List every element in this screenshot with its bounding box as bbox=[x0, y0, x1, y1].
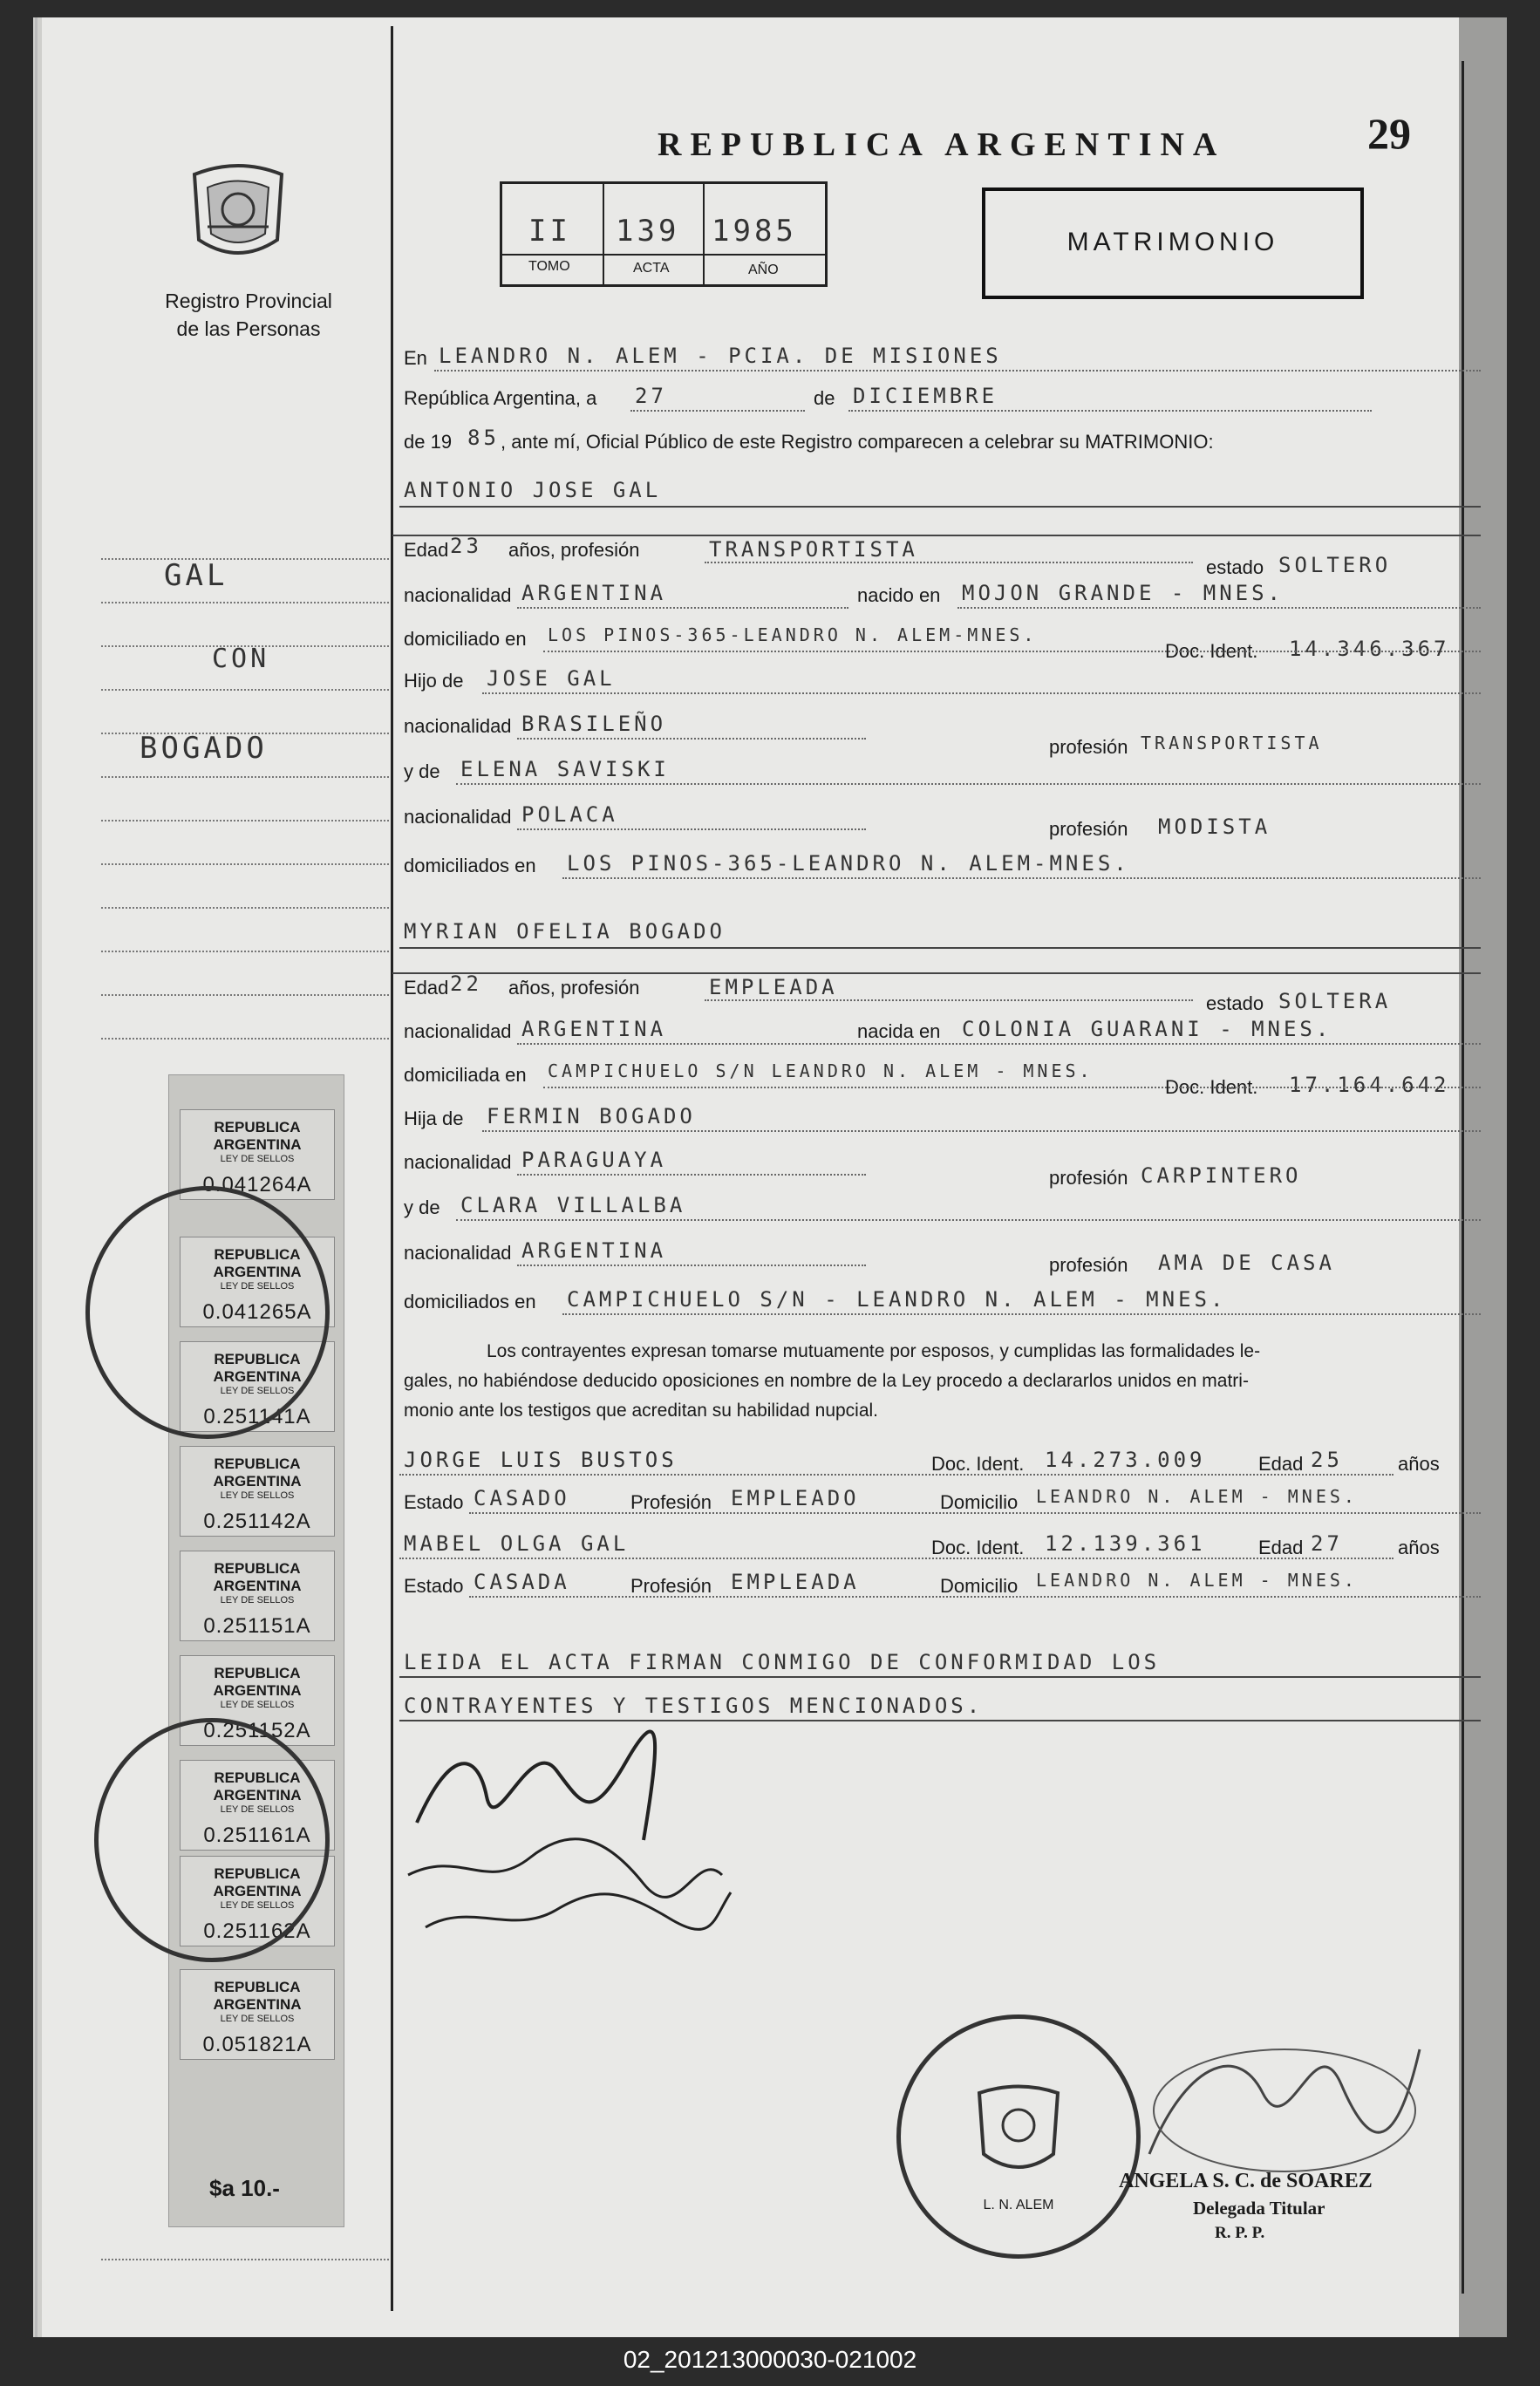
paragraph-line-3: monio ante los testigos que acreditan su habilidad nupcial. bbox=[404, 1401, 879, 1421]
groom-profesion: TRANSPORTISTA bbox=[709, 537, 918, 562]
witness-domicilio: LEANDRO N. ALEM - MNES. bbox=[1036, 1486, 1358, 1507]
groom-parents-dom: LOS PINOS-365-LEANDRO N. ALEM-MNES. bbox=[567, 851, 1130, 876]
acta-label: ACTA bbox=[633, 261, 670, 276]
margin-dotted-line bbox=[101, 558, 389, 560]
tax-stamp-header: REPUBLICA ARGENTINA bbox=[213, 1560, 302, 1594]
anos-profesion-label: años, profesión bbox=[508, 539, 640, 561]
paragraph-line-2: gales, no habiéndose deducido oposiciones en nombre de la Ley procedo a declararlos unidos en matri- bbox=[404, 1371, 1249, 1391]
witness-doc-label: Doc. Ident. bbox=[931, 1453, 1025, 1475]
ano-value: 1985 bbox=[712, 214, 797, 249]
witness-edad: 25 bbox=[1311, 1448, 1343, 1472]
groom-father-nac: BRASILEÑO bbox=[521, 712, 667, 736]
witness-name: MABEL OLGA GAL bbox=[404, 1531, 630, 1556]
margin-dotted-line bbox=[101, 820, 389, 821]
witness-estado: CASADA bbox=[474, 1570, 570, 1594]
witness-anos-label: años bbox=[1398, 1537, 1440, 1558]
tax-stamp-header: REPUBLICA ARGENTINA bbox=[213, 1246, 302, 1280]
bride-estado: SOLTERA bbox=[1278, 989, 1392, 1013]
province-emblem-icon bbox=[181, 157, 295, 270]
seal-city: L. N. ALEM bbox=[983, 2198, 1054, 2212]
paragraph-line-1: Los contrayentes expresan tomarse mutuamente por esposos, y cumplidas las formalidades le- bbox=[487, 1341, 1261, 1361]
stamp-total: $a 10.- bbox=[209, 2175, 280, 2201]
tax-stamp-header: REPUBLICA ARGENTINA bbox=[213, 1455, 302, 1490]
act-type-box bbox=[982, 187, 1364, 299]
month: DICIEMBRE bbox=[853, 384, 998, 408]
official-signature bbox=[1132, 2014, 1437, 2189]
tax-stamp-header: REPUBLICA ARGENTINA bbox=[213, 1979, 302, 2013]
margin-dotted-line bbox=[101, 951, 389, 952]
tax-stamp-header: REPUBLICA ARGENTINA bbox=[213, 1865, 302, 1899]
tax-stamp-sub: LEY DE SELLOS bbox=[220, 1804, 295, 1815]
margin-dotted-line bbox=[101, 2259, 389, 2260]
fill-line bbox=[517, 607, 848, 609]
dom-label: domiciliado en bbox=[404, 628, 527, 650]
tax-stamp-number: 0.051821A bbox=[202, 2033, 312, 2056]
tax-stamp-number: 0.251152A bbox=[203, 1719, 311, 1742]
official-name: ANGELA S. C. de SOAREZ bbox=[1119, 2170, 1373, 2192]
fill-line bbox=[399, 1676, 1481, 1678]
nacida-label: nacida en bbox=[857, 1020, 941, 1042]
bride-dom-label: domiciliada en bbox=[404, 1064, 527, 1086]
witness-doc-label: Doc. Ident. bbox=[931, 1537, 1025, 1558]
margin-note-3: BOGADO bbox=[140, 731, 268, 766]
fill-line bbox=[705, 999, 1193, 1001]
witness-name: JORGE LUIS BUSTOS bbox=[404, 1448, 678, 1472]
margin-dotted-line bbox=[101, 863, 389, 865]
fill-line bbox=[399, 1474, 1393, 1476]
nac-label: nacionalidad bbox=[404, 584, 512, 606]
fill-line bbox=[434, 370, 1481, 372]
bride-edad: 22 bbox=[450, 971, 482, 996]
bride-nac-label: nacionalidad bbox=[404, 1020, 512, 1042]
bride-mother-nac: ARGENTINA bbox=[521, 1238, 667, 1263]
witness-dom-label: Domicilio bbox=[940, 1491, 1019, 1513]
seal-emblem-icon bbox=[971, 2080, 1066, 2185]
fill-line bbox=[456, 1219, 1481, 1221]
tomo-acta-box bbox=[500, 181, 828, 287]
fill-line bbox=[957, 607, 1481, 609]
tax-stamp-header: REPUBLICA ARGENTINA bbox=[213, 1119, 302, 1153]
witness-doc: 12.139.361 bbox=[1045, 1531, 1206, 1556]
groom-edad: 23 bbox=[450, 534, 482, 558]
fill-line bbox=[848, 410, 1372, 412]
tomo-value: II bbox=[528, 214, 571, 249]
fill-line bbox=[705, 562, 1193, 563]
fill-line bbox=[469, 1596, 1481, 1598]
fill-line bbox=[517, 1265, 866, 1266]
tax-stamp bbox=[180, 1446, 335, 1537]
tax-stamp-number: 0.041265A bbox=[202, 1300, 312, 1324]
doc-label: Doc. Ident. bbox=[1165, 640, 1258, 662]
tax-stamp-number: 0.251151A bbox=[203, 1614, 311, 1638]
signature-scribbles bbox=[382, 1718, 748, 1980]
witness-edad: 27 bbox=[1311, 1531, 1343, 1556]
bride-yde-label: y de bbox=[404, 1196, 440, 1218]
fill-line bbox=[399, 947, 1481, 949]
tomo-label: TOMO bbox=[528, 259, 570, 274]
fill-line bbox=[399, 506, 1481, 508]
fill-line bbox=[517, 1174, 866, 1176]
mother-nac-label: nacionalidad bbox=[404, 806, 512, 828]
groom-father: JOSE GAL bbox=[487, 666, 616, 691]
bride-mother-prof-label: profesión bbox=[1049, 1254, 1128, 1276]
fill-line bbox=[469, 1512, 1481, 1514]
bride-doc: 17.164.642 bbox=[1289, 1073, 1450, 1097]
bride-parents-dom: CAMPICHUELO S/N - LEANDRO N. ALEM - MNES. bbox=[567, 1287, 1227, 1312]
witness-prof-label: Profesión bbox=[630, 1575, 712, 1597]
fill-line bbox=[456, 783, 1481, 785]
tax-stamp bbox=[180, 1969, 335, 2060]
bride-doc-label: Doc. Ident. bbox=[1165, 1076, 1258, 1098]
witness-estado: CASADO bbox=[474, 1486, 570, 1510]
registry-line1: Registro Provincial bbox=[165, 290, 332, 312]
bride-nacida-en: COLONIA GUARANI - MNES. bbox=[962, 1017, 1332, 1041]
witness-anos-label: años bbox=[1398, 1453, 1440, 1475]
fill-line bbox=[392, 535, 1481, 536]
witness-estado-label: Estado bbox=[404, 1575, 464, 1597]
place: LEANDRO N. ALEM - PCIA. DE MISIONES bbox=[439, 344, 1002, 368]
bride-mother-prof: AMA DE CASA bbox=[1158, 1251, 1335, 1275]
groom-father-prof: TRANSPORTISTA bbox=[1141, 733, 1323, 753]
nacido-label: nacido en bbox=[857, 584, 941, 606]
page-number: 29 bbox=[1367, 109, 1411, 158]
year-suffix: 85 bbox=[467, 426, 500, 450]
tax-stamp-number: 0.251141A bbox=[203, 1405, 311, 1428]
witness-edad-label: Edad bbox=[1258, 1537, 1304, 1558]
acta-value: 139 bbox=[616, 214, 680, 249]
country-title: REPUBLICA ARGENTINA bbox=[658, 126, 1226, 163]
closing-line-1: LEIDA EL ACTA FIRMAN CONMIGO DE CONFORMIDAD LOS bbox=[404, 1650, 1161, 1674]
margin-dotted-line bbox=[101, 776, 389, 778]
fill-line bbox=[517, 1043, 1481, 1045]
tax-stamp-number: 0.251142A bbox=[203, 1510, 311, 1533]
fill-line bbox=[543, 1087, 1481, 1088]
bride-profesion: EMPLEADA bbox=[709, 975, 838, 999]
tax-stamp-sub: LEY DE SELLOS bbox=[220, 1386, 295, 1396]
bride-domicilio: CAMPICHUELO S/N LEANDRO N. ALEM - MNES. bbox=[548, 1060, 1094, 1081]
year-label: de 19 bbox=[404, 431, 453, 453]
groom-mother: ELENA SAVISKI bbox=[460, 757, 670, 781]
tax-stamp-sub: LEY DE SELLOS bbox=[220, 1595, 295, 1605]
bride-father: FERMIN BOGADO bbox=[487, 1104, 696, 1128]
republica-label: República Argentina, a bbox=[404, 387, 597, 409]
fill-line bbox=[630, 410, 805, 412]
day: 27 bbox=[635, 384, 667, 408]
margin-dotted-line bbox=[101, 907, 389, 909]
left-border bbox=[35, 17, 37, 2337]
margin-dotted-line bbox=[101, 689, 389, 691]
edad-label: Edad bbox=[404, 539, 449, 561]
registry-line2: de las Personas bbox=[176, 317, 321, 340]
witness-prof-label: Profesión bbox=[630, 1491, 712, 1513]
bride-anos-profesion-label: años, profesión bbox=[508, 977, 640, 999]
fill-line bbox=[517, 738, 866, 740]
father-prof-label: profesión bbox=[1049, 736, 1128, 758]
father-nac-label: nacionalidad bbox=[404, 715, 512, 737]
tax-stamp-number: 0.251162A bbox=[203, 1919, 311, 1943]
hijo-label: Hijo de bbox=[404, 670, 464, 692]
doms-label: domiciliados en bbox=[404, 855, 536, 876]
closing-line-2: CONTRAYENTES Y TESTIGOS MENCIONADOS. bbox=[404, 1694, 984, 1718]
fill-line bbox=[517, 828, 866, 830]
margin-dotted-line bbox=[101, 1038, 389, 1040]
fill-line bbox=[392, 972, 1481, 974]
witness-prof: EMPLEADO bbox=[731, 1486, 860, 1510]
groom-mother-nac: POLACA bbox=[521, 802, 618, 827]
bride-mother-nac-label: nacionalidad bbox=[404, 1242, 512, 1264]
fill-line bbox=[562, 1313, 1481, 1315]
bride-name: MYRIAN OFELIA BOGADO bbox=[404, 919, 726, 944]
image-caption: 02_201213000030-021002 bbox=[623, 2346, 917, 2373]
tax-stamp-number: 0.041264A bbox=[202, 1173, 312, 1196]
witness-dom-label: Domicilio bbox=[940, 1575, 1019, 1597]
official-abbr: R. P. P. bbox=[1215, 2224, 1265, 2242]
groom-nacido-en: MOJON GRANDE - MNES. bbox=[962, 581, 1284, 605]
bride-father-prof-label: profesión bbox=[1049, 1167, 1128, 1189]
seal-circle-1 bbox=[85, 1186, 330, 1439]
tax-stamp-header: REPUBLICA ARGENTINA bbox=[213, 1769, 302, 1803]
fill-line bbox=[399, 1558, 1393, 1559]
margin-dotted-line bbox=[101, 602, 389, 603]
margin-note-2: CON bbox=[212, 644, 270, 674]
witness-doc: 14.273.009 bbox=[1045, 1448, 1206, 1472]
fill-line bbox=[543, 651, 1481, 652]
witness-domicilio: LEANDRO N. ALEM - MNES. bbox=[1036, 1570, 1358, 1591]
page-edge bbox=[1459, 17, 1507, 2337]
witness-estado-label: Estado bbox=[404, 1491, 464, 1513]
hija-label: Hija de bbox=[404, 1108, 464, 1129]
act-type: MATRIMONIO bbox=[1066, 228, 1279, 256]
bride-father-prof: CARPINTERO bbox=[1141, 1163, 1302, 1188]
groom-mother-prof: MODISTA bbox=[1158, 815, 1271, 839]
tax-stamp-sub: LEY DE SELLOS bbox=[220, 1281, 295, 1292]
delegation-seal bbox=[896, 2014, 1141, 2259]
yde-label: y de bbox=[404, 760, 440, 782]
official-title: Delegada Titular bbox=[1193, 2198, 1325, 2219]
de-label: de bbox=[814, 387, 835, 409]
bride-doms-label: domiciliados en bbox=[404, 1291, 536, 1312]
tax-stamp-header: REPUBLICA ARGENTINA bbox=[213, 1351, 302, 1385]
tax-stamp-sub: LEY DE SELLOS bbox=[220, 1154, 295, 1164]
fill-line bbox=[482, 1130, 1481, 1132]
ano-label: AÑO bbox=[748, 262, 779, 277]
margin-dotted-line bbox=[101, 994, 389, 996]
fill-line bbox=[482, 692, 1481, 694]
groom-name: ANTONIO JOSE GAL bbox=[404, 478, 662, 502]
intro-text: , ante mí, Oficial Público de este Registro comparecen a celebrar su MATRIMONIO: bbox=[501, 431, 1214, 453]
witness-prof: EMPLEADA bbox=[731, 1570, 860, 1594]
tax-stamp-sub: LEY DE SELLOS bbox=[220, 1490, 295, 1501]
margin-note-1: GAL bbox=[164, 558, 228, 593]
mother-prof-label: profesión bbox=[1049, 818, 1128, 840]
record-page bbox=[33, 17, 1507, 2337]
tax-stamp-sub: LEY DE SELLOS bbox=[220, 2014, 295, 2024]
fill-line bbox=[562, 877, 1481, 879]
tax-stamp-number: 0.251161A bbox=[203, 1824, 311, 1847]
bride-mother: CLARA VILLALBA bbox=[460, 1193, 686, 1217]
bride-father-nac: PARAGUAYA bbox=[521, 1148, 667, 1172]
groom-nacionalidad: ARGENTINA bbox=[521, 581, 667, 605]
estado-label: estado bbox=[1206, 556, 1264, 578]
seal-circle-2 bbox=[94, 1718, 330, 1962]
groom-estado: SOLTERO bbox=[1278, 553, 1392, 577]
tax-stamp-header: REPUBLICA ARGENTINA bbox=[213, 1665, 302, 1699]
en-label: En bbox=[404, 347, 427, 369]
groom-doc: 14.346.367 bbox=[1289, 637, 1450, 661]
right-border bbox=[1462, 61, 1464, 2294]
groom-domicilio: LOS PINOS-365-LEANDRO N. ALEM-MNES. bbox=[548, 624, 1038, 645]
tax-stamp-sub: LEY DE SELLOS bbox=[220, 1700, 295, 1710]
tax-stamp bbox=[180, 1551, 335, 1641]
witness-edad-label: Edad bbox=[1258, 1453, 1304, 1475]
bride-edad-label: Edad bbox=[404, 977, 449, 999]
bride-estado-label: estado bbox=[1206, 992, 1264, 1014]
tax-stamp-sub: LEY DE SELLOS bbox=[220, 1900, 295, 1911]
bride-nacionalidad: ARGENTINA bbox=[521, 1017, 667, 1041]
bride-father-nac-label: nacionalidad bbox=[404, 1151, 512, 1173]
